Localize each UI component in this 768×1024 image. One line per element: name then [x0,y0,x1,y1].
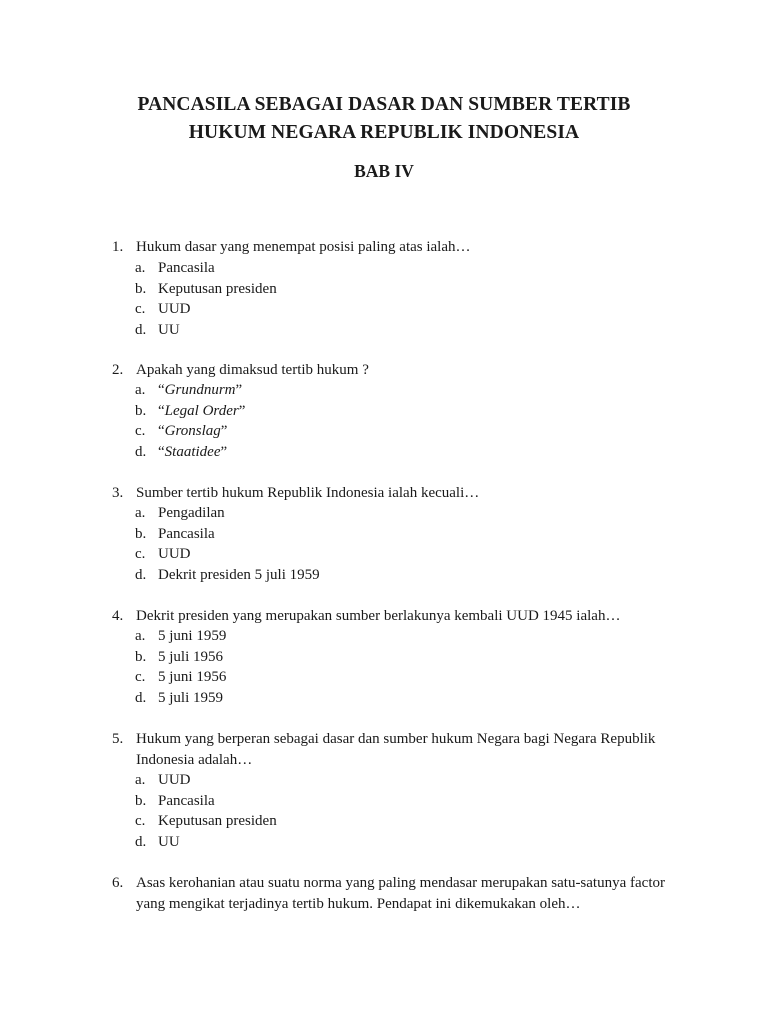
open-quote: “ [158,423,165,439]
option-letter: b. [135,280,147,297]
option-term: Gronslag [164,423,221,439]
document-title-line-1: PANCASILA SEBAGAI DASAR DAN SUMBER TERTIB [137,94,631,115]
question-text-line-2: Indonesia adalah… [136,751,253,768]
question-text [136,729,676,770]
option-text: 5 juni 1956 [158,669,227,685]
question-text: Apakah yang dimaksud tertib hukum ? [136,362,369,378]
option-text: Keputusan presiden [158,280,277,297]
option-text: Keputusan presiden [158,813,277,829]
question-4-options [0,626,768,708]
option-letter: c. [135,423,146,439]
open-quote: “ [158,382,165,398]
option-item [0,279,768,300]
option-letter: c. [135,546,146,562]
option-term: Grundnurm [164,382,236,398]
option-item [0,421,768,442]
open-quote: “ [158,443,165,460]
option-text: 5 juni 1959 [158,628,227,644]
option-item [0,524,768,545]
question-3-options [0,503,768,585]
option-text: 5 juli 1959 [158,689,224,706]
question-text-line-2: yang mengikat terjadinya tertib hukum. Pendapat ini dikemukakan oleh… [136,895,581,912]
option-item [0,544,768,565]
close-quote: ” [220,443,228,460]
option-item [0,667,768,688]
option-item [0,832,768,853]
option-item [0,258,768,279]
option-letter: d. [135,321,147,338]
option-text: UUD [158,772,191,788]
option-letter: c. [135,669,146,685]
chapter-heading: BAB IV [354,161,414,181]
option-letter: b. [135,402,147,419]
option-letter: b. [135,648,147,665]
open-quote: “ [158,402,165,419]
option-item [0,791,768,812]
question-text: Sumber tertib hukum Republik Indonesia ialah kecuali… [136,485,480,501]
option-letter: b. [135,525,147,542]
question-number: 1. [112,239,124,255]
option-letter: c. [135,813,146,829]
option-letter: d. [135,566,147,583]
option-item [0,811,768,832]
close-quote: ” [235,382,243,398]
option-letter: a. [135,505,146,521]
option-text [158,380,242,401]
question-number: 4. [112,608,124,624]
close-quote: ” [238,402,246,419]
option-term: Staatidee [164,443,221,460]
option-text [158,421,227,442]
option-text: 5 juli 1956 [158,648,224,665]
option-item [0,565,768,586]
option-item [0,688,768,709]
option-letter: b. [135,792,147,809]
option-letter: d. [135,443,147,460]
option-text [158,401,245,422]
option-letter: a. [135,772,146,788]
question-number: 3. [112,485,124,501]
option-item [0,442,768,463]
option-text: Dekrit presiden 5 juli 1959 [158,566,320,583]
option-letter: a. [135,628,146,644]
option-item [0,647,768,668]
option-letter: a. [135,260,146,276]
option-item [0,320,768,341]
option-item [0,380,768,401]
question-number: 6. [112,875,124,891]
question-text-line-1: Hukum yang berperan sebagai dasar dan sumber hukum Negara bagi Negara Republik [136,731,656,747]
option-item [0,770,768,791]
option-text [158,442,227,463]
question-text [136,873,676,914]
option-text: UUD [158,546,191,562]
question-text: Hukum dasar yang menempat posisi paling atas ialah… [136,239,471,255]
close-quote: ” [220,423,228,439]
question-text: Dekrit presiden yang merupakan sumber berlakunya kembali UUD 1945 ialah… [136,608,621,624]
option-item [0,626,768,647]
option-text: Pancasila [158,792,215,809]
option-text: UU [158,833,180,850]
option-text: Pengadilan [158,505,225,521]
question-1-options [0,258,768,340]
option-letter: d. [135,689,147,706]
option-item [0,299,768,320]
option-item [0,401,768,422]
question-5-options [0,770,768,852]
option-term: Legal Order [164,402,239,419]
option-text: UUD [158,301,191,317]
document-title-line-2: HUKUM NEGARA REPUBLIK INDONESIA [188,122,580,143]
question-number: 5. [112,731,124,747]
question-number: 2. [112,362,124,378]
option-text: Pancasila [158,260,215,276]
option-text: Pancasila [158,525,215,542]
option-item [0,503,768,524]
option-letter: d. [135,833,147,850]
question-text-line-1: Asas kerohanian atau suatu norma yang paling mendasar merupakan satu-satunya factor [136,875,665,891]
question-2-options [0,380,768,462]
option-text: UU [158,321,180,338]
option-letter: c. [135,301,146,317]
option-letter: a. [135,382,146,398]
